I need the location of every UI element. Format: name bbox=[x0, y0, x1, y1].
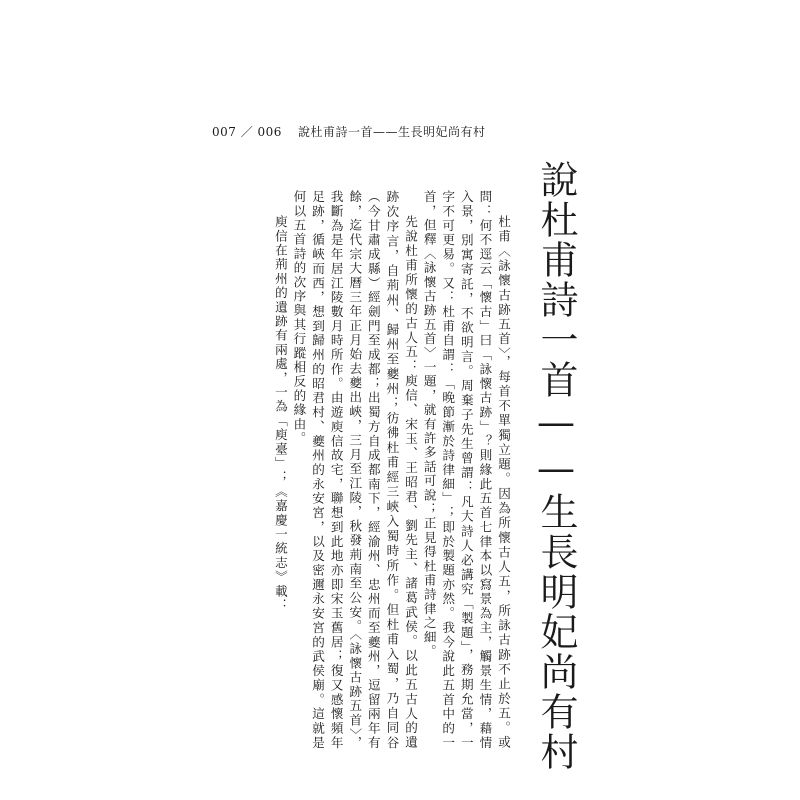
paragraph: 杜甫〈詠懷古跡五首〉，每首不單獨立題。因為所懷古人五，所詠古跡不止於五。或問：何不逕云「懷古」曰「詠懷古跡」？則緣此五首七律本以寫景為主，觸景生情，藉情入景，別寓寄託，不欲明言。周棄子先生曾謂：凡大詩人必講究「製題」，務期允當，一字不可更易。又：杜甫自謂：「晚節漸於詩律細」；即於製題亦然。我今說此五首中的一首，但釋〈詠懷古跡五首〉一題，就有許多話可說；正見得杜甫詩律之細。 bbox=[421, 190, 511, 750]
running-title: 說杜甫詩一首——生長明妃尚有村 bbox=[297, 125, 486, 139]
paragraph: 先說杜甫所懷的古人五：庾信、宋玉、王昭君、劉先主、諸葛武侯。以此五古人的遺跡次序言，自荊州、歸州至夔州；彷彿杜甫經三峽入蜀時所作。但杜甫入蜀，乃自同谷（今甘肅成縣）經劍門至成都；出蜀方自成都南下，經渝州、忠州而至夔州，逗留兩年有餘，迄代宗大曆三年正月始去夔出峽，三月至江陵，秋發荊南至公安。〈詠懷古跡五首〉，我斷為是年居江陵數月時所作。由遊庾信故宅，聯想到此地亦即宋玉舊居；復又感懷頻年足跡，循峽而西，想到歸州的昭君村、夔州的永安宮，以及密邇永安宮的武侯廟。這就是何以五首詩的次序與其行蹤相反的緣由。 bbox=[291, 190, 419, 750]
paragraph: 庾信在荊州的遺跡有兩處，一為「庾臺」；《嘉慶一統志》載： bbox=[272, 215, 288, 613]
chapter-title: 說杜甫詩一首——生長明妃尚有村 bbox=[534, 160, 578, 772]
body-text bbox=[228, 190, 512, 750]
running-header bbox=[212, 123, 485, 140]
page-number: 007 ／ 006 bbox=[212, 125, 282, 139]
